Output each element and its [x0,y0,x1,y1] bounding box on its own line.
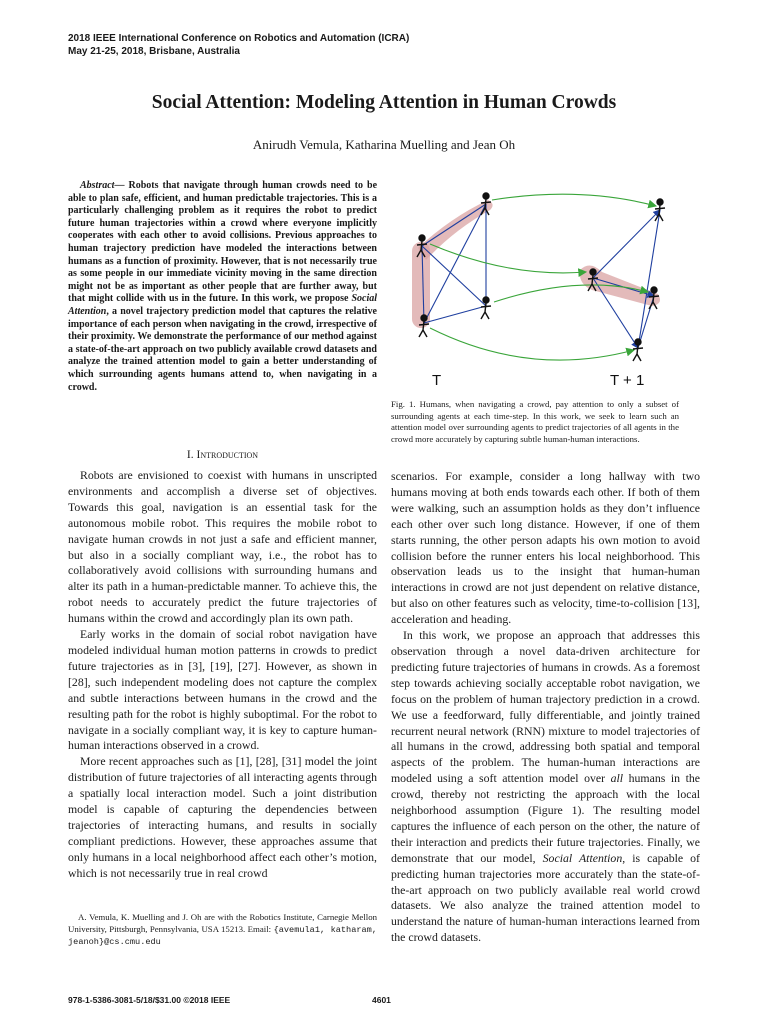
paragraph-text: In this work, we propose an approach that addresses this observation through a novel data-driven architecture for predicting future trajectories of humans in crowds. As a foremost step towards achieving socially acceptable robot navigation, we focus on the problem of human trajectory prediction in a crowd. We use a feedforward, fully differentiable, and jointly trained recurrent neural network (RNN) mixture to model trajectories of all humans in the crowd, addressing both spatial and temporal aspects of the problem. The human-human interactions are modeled using a soft attention model over [391,628,700,786]
paragraph-emphasis: all [610,771,624,786]
abstract-label: Abstract [80,180,115,191]
conference-date-location: May 21-25, 2018, Brisbane, Australia [68,45,240,57]
paragraph: More recent approaches such as [1], [28], [31] model the joint distribution of future trajectories of all interacting agents through a spatially local interaction model. Such a joint distribution model is capable of capturing the dependencies between trajectories of interacting humans, and results in socially compliant predictions. However, these approaches assume that only humans in a local neighborhood affect each other’s motion, which is not necessarily true in real crowd [68,754,377,880]
copyright-footer: 978-1-5386-3081-5/18/$31.00 ©2018 IEEE [68,995,231,1005]
abstract-text-2: , a novel trajectory prediction model that captures the relative importance of each person when navigating in the crowd, irrespective of their proximity. We demonstrate the performance of our method against a state-of-the-art approach on two publicly available crowd datasets and analyze the trained attention model to gain a better understanding of which surrounding agents humans attend to, when navigating in a crowd. [68,305,377,393]
agent-icons [417,193,665,361]
figure-caption: Fig. 1. Humans, when navigating a crowd, pay attention to only a subset of surrounding agents at each time-step. In this work, we seek to learn such an attention model over surrounding agents to predict trajectories of all agents in the crowd more accurately by capturing subtle human-human interactions. [391,399,679,444]
person-icon [655,199,665,221]
paragraph-text: , is capable of predicting human trajectories more accurately than the state-of-the-art approach on two publicly available real world crowd datasets. We also analyze the trained attention model to understand the nature of human-human interactions learned from the crowd datasets. [391,850,700,945]
abstract [68,180,377,394]
footnote-text: A. Vemula, K. Muelling and J. Oh are with the Robotics Institute, Carnegie Mellon University, Pittsburgh, Pennsylvania, USA 15213. Email: [68,912,377,934]
person-icon [481,297,491,319]
paragraph: Early works in the domain of social robot navigation have modeled individual human motion patterns in crowds to predict future trajectories as in [3], [19], [27]. However, as shown in [28], such independent modeling does not capture the complex and subtle interactions between humans in the crowd and the resulting path for the robot is highly suboptimal. For the robot to navigate in a socially compliant way, it is key to capture human-human interactions observed in a crowd. [68,627,377,753]
attention-highlight [412,242,430,328]
abstract-emphasis: Social Attention [68,293,377,317]
right-column-body [391,469,700,946]
conference-header [68,33,568,58]
left-column-body [68,468,377,882]
abstract-dash: — [114,180,129,191]
section-number: I. [186,449,197,461]
section-heading-introduction [68,449,377,461]
paragraph: scenarios. For example, consider a long hallway with two humans moving at both ends towards each other. If both of them were walking, such an assumption holds as they don’t influence each other over such long distance. However, if one of them starts running, the other person adapts his own motion to avoid collision before the runner enters his local neighborhood. This observation leads us to the insight that human-human interactions in crowd are not just dependent on relative distance, but also on other features such as velocity, time-to-collision [13], acceleration and heading. [391,469,700,627]
paper-authors: Anirudh Vemula, Katharina Muelling and Jean Oh [252,137,516,152]
time-label-t: T [432,372,442,388]
author-footnote [68,912,377,949]
paragraph [391,628,700,946]
person-icon [633,339,643,361]
paper-title: Social Attention: Modeling Attention in Human Crowds [151,92,617,113]
conference-name: 2018 IEEE International Conference on Robotics and Automation (ICRA) [68,33,410,44]
section-title: Introduction [196,449,259,461]
abstract-text-1: Robots that navigate through human crowds need to be able to plan safe, efficient, and human predictable trajectories. This is a particularly challenging problem as it requires the robot to predict future human trajectories within a crowd where everyone implicitly cooperates with each other to avoid collisions. Previous approaches to human trajectory prediction have modeled the interactions between humans as a function of proximity. However, that is not necessarily true as some people in our immediate vicinity moving in the same direction might not be as important as other people that are further away, but that might collide with us in the future. In this work, we propose [68,180,378,305]
paragraph-text: humans in the crowd, thereby not restricting the approach with the local neighborhood assumption (Figure 1). The resulting model captures the influence of each person on the other, the nature of their interaction and predicts their future trajectories. Finally, we demonstrate that our model, [391,771,700,865]
time-label-t-plus-1: T + 1 [610,372,645,388]
footnote-emails: {avemula1, katharam, jeanoh}@cs.cmu.edu [68,924,377,948]
paragraph-emphasis: Social Attention [542,850,623,865]
figure-1-crowd-attention-diagram [390,178,680,388]
page-number: 4601 [372,995,391,1005]
paragraph: Robots are envisioned to coexist with humans in unscripted environments and accomplish a diverse set of objectives. Towards this goal, navigation is an essential task for the autonomous mobile robot. This requires the mobile robot to navigate human crowds in not just a safe and efficient manner, but also in a socially compliant way, i.e., the robot has to collaboratively avoid collisions with surrounding humans and alter its path in a human-predictable manner. To achieve this, the robot needs to accurately predict the future trajectories of humans within the crowd and accordingly plan its own path. [68,468,377,626]
